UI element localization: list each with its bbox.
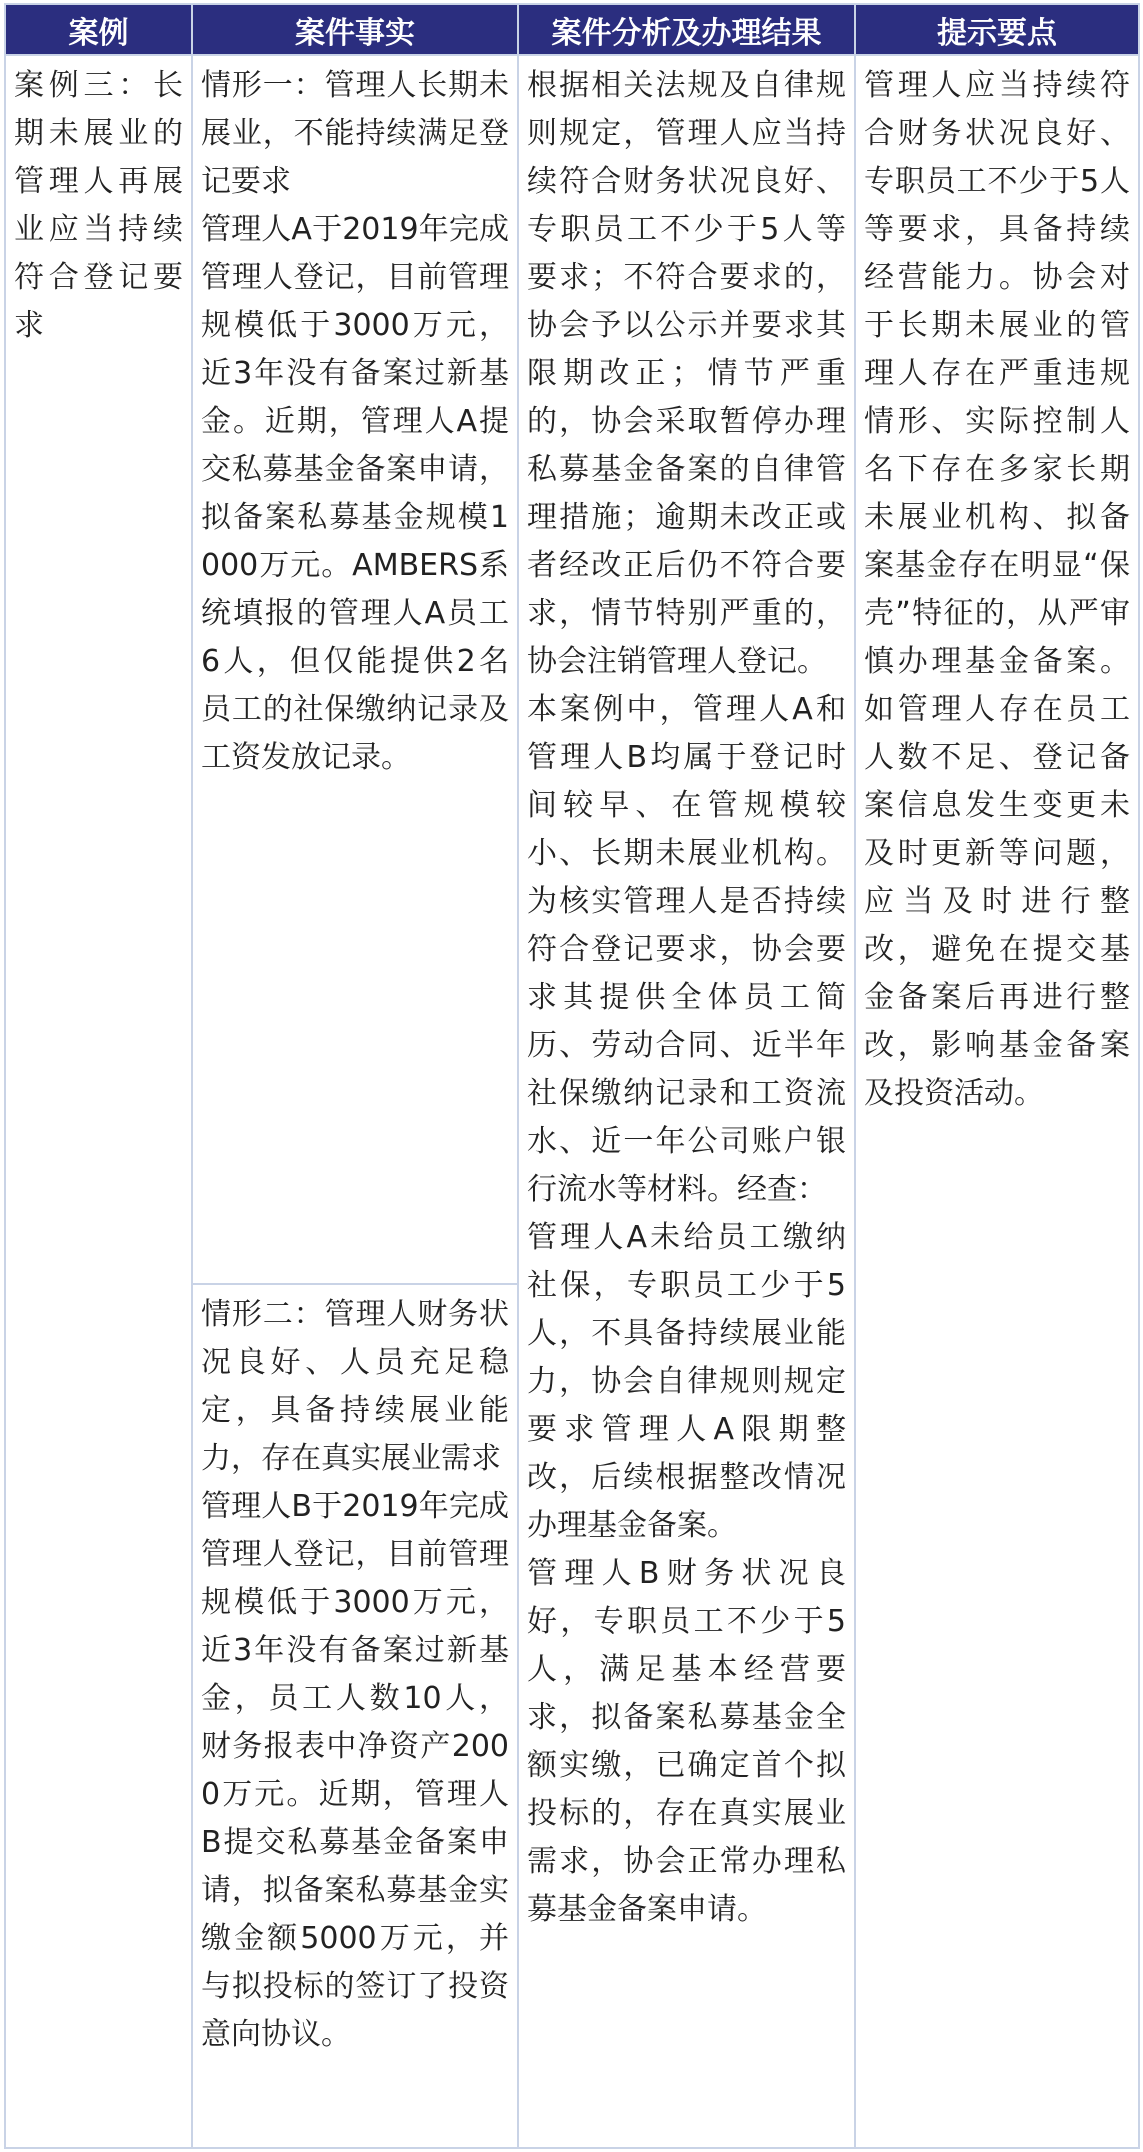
analysis-paragraph: 本案例中，管理人A和管理人B均属于登记时间较早、在管规模较小、长期未展业机构。为核实管理人是否持续符合登记要求，协会要求其提供全体员工简历、劳动合同、近半年社保缴纳记录和工资流水、近一年公司账户银行流水等材料。经查：: [527, 692, 846, 1207]
analysis-paragraph: 管理人B财务状况良好，专职员工不少于5人，满足基本经营要求，拟备案私募基金全额实缴，已确定首个拟投标的，存在真实展业需求，协会正常办理私募基金备案申请。: [527, 1556, 846, 1927]
table-row: [5, 55, 1139, 1284]
tips-text: 管理人应当持续符合财务状况良好、专职员工不少于5人等要求，具备持续经营能力。协会对于长期未展业的管理人存在严重违规情形、实际控制人名下存在多家长期未展业机构、拟备案基金存在明显“保壳”特征的，从严审慎办理基金备案。如管理人存在员工人数不足、登记备案信息发生变更未及时更新等问题，应当及时进行整改，避免在提交基金备案后再进行整改，影响基金备案及投资活动。: [864, 68, 1130, 1111]
analysis-cell: [518, 55, 855, 2148]
analysis-paragraph: 根据相关法规及自律规则规定，管理人应当持续符合财务状况良好、专职员工不少于5人等要求；不符合要求的，协会予以公示并要求其限期改正；情节严重的，协会采取暂停办理私募基金备案的自律管理措施；逾期未改正或者经改正后仍不符合要求，情节特别严重的，协会注销管理人登记。: [527, 68, 846, 679]
situation1-cell: [192, 55, 518, 1284]
situation2-cell: [192, 1284, 518, 2148]
situation2-title: 情形二：管理人财务状况良好、人员充足稳定，具备持续展业能力，存在真实展业需求: [201, 1297, 509, 1476]
situation1-title: 情形一：管理人长期未展业，不能持续满足登记要求: [201, 68, 509, 199]
header-case: 案例: [5, 4, 192, 55]
case-title: 案例三：长期未展业的管理人再展业应当持续符合登记要求: [14, 68, 183, 343]
tips-cell: [855, 55, 1139, 2148]
case-table: [4, 3, 1140, 2149]
case-cell: [5, 55, 192, 2148]
header-facts: 案件事实: [192, 4, 518, 55]
situation2-body: 管理人B于2019年完成管理人登记，目前管理规模低于3000万元，近3年没有备案过新基金，员工人数10人，财务报表中净资产2000万元。近期，管理人B提交私募基金备案申请，拟备案私募基金实缴金额5000万元，并与拟投标的签订了投资意向协议。: [201, 1489, 509, 2052]
header-analysis: 案件分析及办理结果: [518, 4, 855, 55]
situation1-body: 管理人A于2019年完成管理人登记，目前管理规模低于3000万元，近3年没有备案过新基金。近期，管理人A提交私募基金备案申请，拟备案私募基金规模1000万元。AMBERS系统填报的管理人A员工6人，但仅能提供2名员工的社保缴纳记录及工资发放记录。: [201, 212, 509, 775]
analysis-paragraph: 管理人A未给员工缴纳社保，专职员工少于5人，不具备持续展业能力，协会自律规则规定要求管理人A限期整改，后续根据整改情况办理基金备案。: [527, 1220, 846, 1543]
header-tips: 提示要点: [855, 4, 1139, 55]
header-row: [5, 4, 1139, 55]
